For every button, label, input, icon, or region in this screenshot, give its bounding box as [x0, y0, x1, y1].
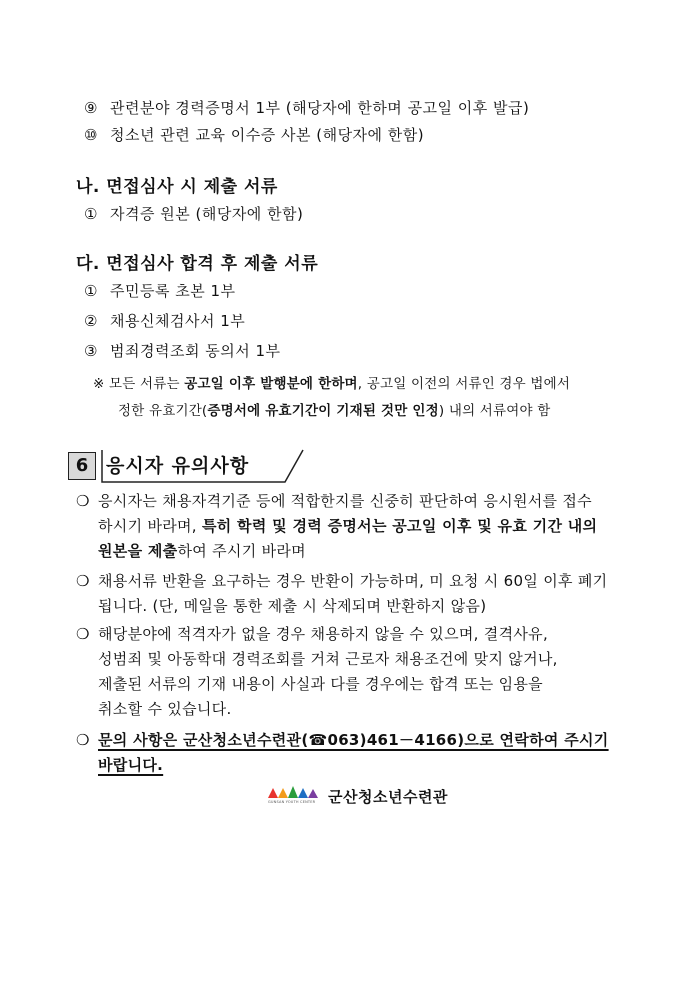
item-number: ⑩ — [84, 126, 98, 144]
note-text: 정한 유효기간( — [118, 403, 208, 419]
notice-bullet-4 — [76, 728, 658, 778]
item-text: 채용신체검사서 1부 — [110, 312, 246, 330]
note-emphasis: 증명서에 유효기간이 기재된 것만 인정 — [207, 403, 439, 419]
item-number: ① — [84, 282, 98, 300]
logo-name: 군산청소년수련관 — [328, 788, 448, 806]
bullet-line: 채용서류 반환을 요구하는 경우 반환이 가능하며, 미 요청 시 60일 이후 폐기 — [98, 572, 608, 590]
item-text: 주민등록 초본 1부 — [110, 282, 236, 300]
list-item — [84, 280, 236, 301]
bullet-line: 응시자는 채용자격기준 등에 적합한지를 신중히 판단하여 응시원서를 접수 — [98, 492, 592, 510]
section-heading-na: 나. 면접심사 시 제출 서류 — [76, 177, 278, 197]
item-number: ⑨ — [84, 99, 98, 117]
list-item — [84, 97, 529, 118]
organization-logo — [268, 786, 448, 810]
bullet-text: 하시기 바라며, — [98, 517, 202, 535]
item-text: 자격증 원본 (해당자에 한함) — [110, 205, 304, 223]
section-number-box: 6 — [68, 452, 96, 480]
bullet-line: 해당분야에 적격자가 없을 경우 채용하지 않을 수 있으며, 결격사유, — [98, 625, 549, 643]
bullet-circle-icon: ❍ — [76, 572, 90, 590]
contact-line: 문의 사항은 군산청소년수련관(☎063)461－4166)으로 연락하여 주시기 — [98, 731, 609, 749]
note-text: 모든 서류는 — [109, 376, 185, 392]
note-emphasis: 공고일 이후 발행분에 한하며 — [184, 376, 358, 392]
list-item — [84, 310, 245, 331]
item-text: 범죄경력조회 동의서 1부 — [110, 342, 281, 360]
notice-bullet-2 — [76, 569, 658, 619]
bullet-line — [98, 514, 658, 539]
item-text: 관련분야 경력증명서 1부 (해당자에 한하며 공고일 이후 발급) — [110, 99, 530, 117]
item-number: ② — [84, 312, 98, 330]
item-text: 청소년 관련 교육 이수증 사본 (해당자에 한함) — [110, 126, 425, 144]
bullet-line — [98, 539, 658, 564]
section-title: 응시자 유의사항 — [106, 455, 250, 477]
list-item — [84, 124, 424, 145]
notice-bullet-1 — [76, 489, 658, 564]
note-text: ) 내의 서류여야 함 — [438, 403, 551, 419]
contact-line: 바랍니다. — [98, 756, 164, 774]
bullet-line: 됩니다. (단, 메일을 통한 제출 시 삭제되며 반환하지 않음) — [98, 597, 487, 615]
bullet-emphasis: 원본을 제출 — [98, 542, 178, 560]
note-text: , 공고일 이전의 서류인 경우 법에서 — [357, 376, 571, 392]
list-item — [84, 203, 303, 224]
notice-bullet-3 — [76, 622, 658, 722]
section-heading-da: 다. 면접심사 합격 후 제출 서류 — [76, 254, 319, 274]
bullet-line: 취소할 수 있습니다. — [98, 700, 232, 718]
item-number: ① — [84, 205, 98, 223]
logo-subtitle: GUNSAN YOUTH CENTER — [268, 800, 316, 804]
item-number: ③ — [84, 342, 98, 360]
section-title-frame — [100, 448, 305, 484]
bullet-circle-icon: ❍ — [76, 731, 90, 749]
bullet-circle-icon: ❍ — [76, 492, 90, 510]
note-line-1 — [93, 372, 570, 392]
note-line-2 — [118, 399, 551, 419]
bullet-circle-icon: ❍ — [76, 625, 90, 643]
bullet-line: 성범죄 및 아동학대 경력조회를 거쳐 근로자 채용조건에 맞지 않거나, — [98, 650, 558, 668]
bullet-text: 하여 주시기 바라며 — [177, 542, 306, 560]
note-mark: ※ — [93, 376, 105, 392]
bullet-line: 제출된 서류의 기재 내용이 사실과 다를 경우에는 합격 또는 임용을 — [98, 675, 543, 693]
list-item — [84, 340, 280, 361]
bullet-emphasis: 특히 학력 및 경력 증명서는 공고일 이후 및 유효 기간 내의 — [201, 517, 598, 535]
